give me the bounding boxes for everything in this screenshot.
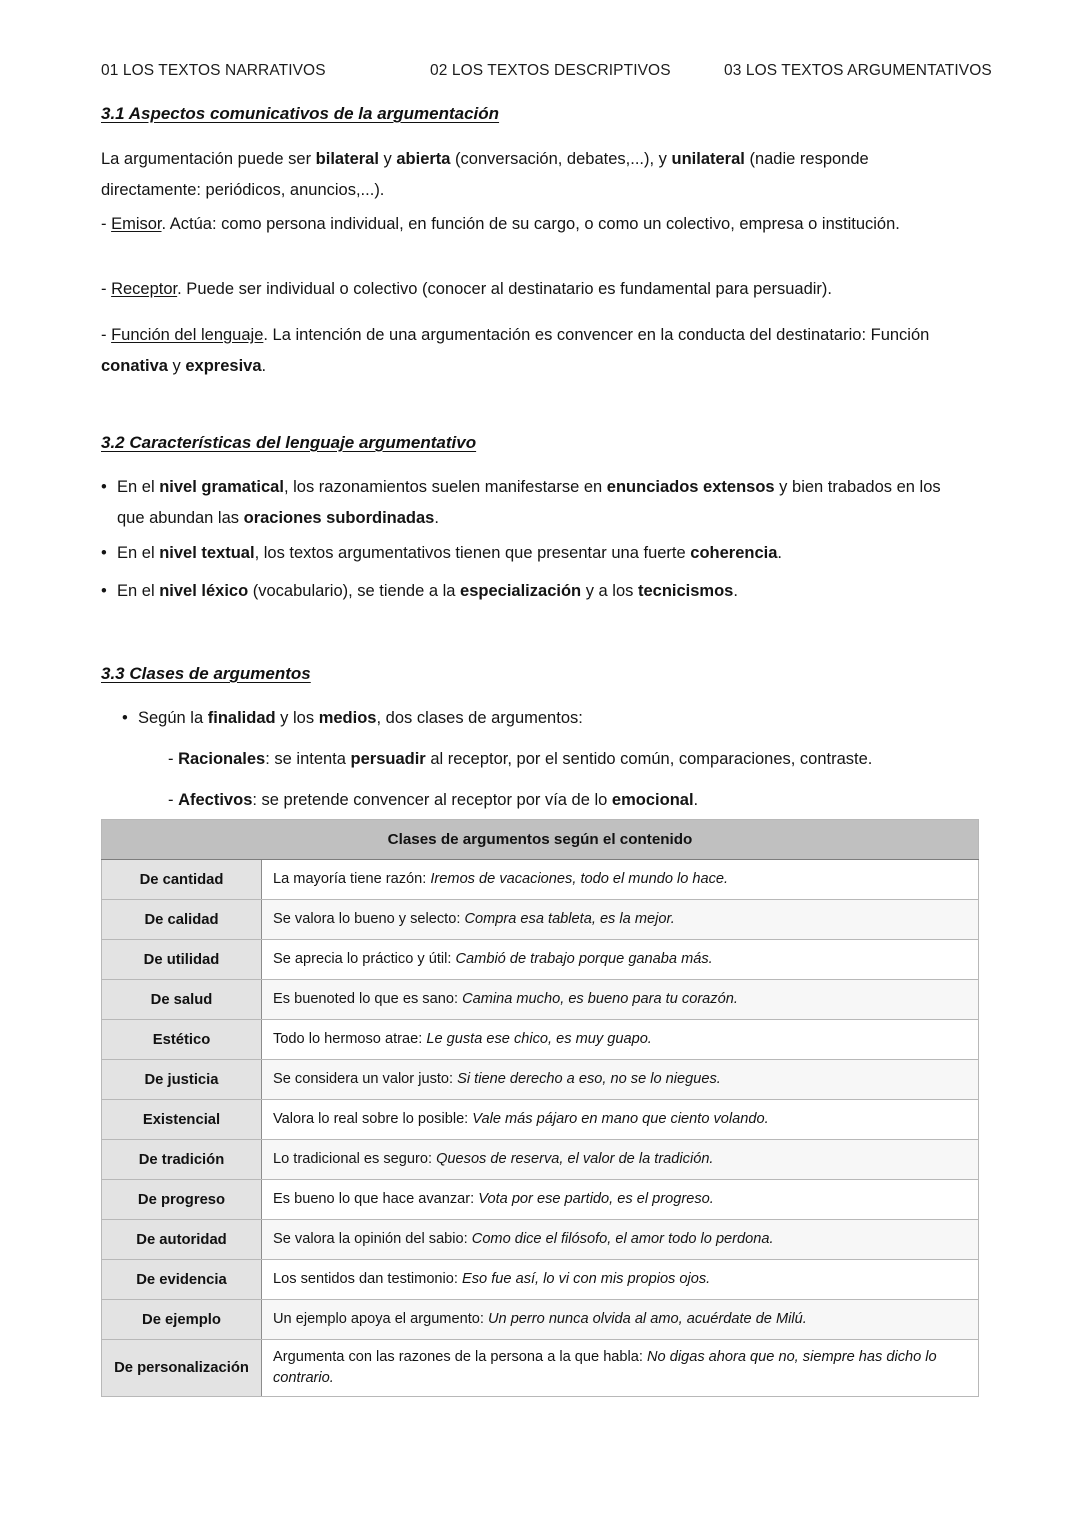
keyword-emocional: emocional xyxy=(611,791,694,809)
text-run: (vocabulario), se tiende a la xyxy=(248,582,461,600)
description-plain: Lo tradicional es seguro: xyxy=(273,1151,437,1167)
text-run: y los xyxy=(275,709,319,727)
keyword-coherencia: coherencia xyxy=(690,544,778,562)
term-funcion-del-lenguaje: Función del lenguaje xyxy=(111,326,264,344)
description-example: Vota por ese partido, es el progreso. xyxy=(478,1191,714,1207)
description-example: Eso fue así, lo vi con mis propios ojos. xyxy=(462,1271,711,1287)
subitem-afectivos xyxy=(168,785,698,816)
table-row xyxy=(102,1140,979,1180)
paragraph-funcion-lenguaje xyxy=(101,320,967,382)
description-plain: Argumenta con las razones de la persona a la que habla: xyxy=(273,1349,648,1365)
table-row xyxy=(102,860,979,900)
text-run: La argumentación puede ser xyxy=(101,150,316,168)
table-row xyxy=(102,900,979,940)
keyword-bilateral: bilateral xyxy=(315,150,379,168)
argument-type-cell: De ejemplo xyxy=(102,1300,262,1340)
paragraph-emisor xyxy=(101,209,959,240)
argument-description-cell xyxy=(262,1060,979,1100)
table-row xyxy=(102,1260,979,1300)
argument-description-cell xyxy=(262,1100,979,1140)
table-row xyxy=(102,1300,979,1340)
text-run: . xyxy=(434,509,439,527)
description-plain: Se considera un valor justo: xyxy=(273,1071,458,1087)
table-row xyxy=(102,1220,979,1260)
section-heading-3-3: 3.3 Clases de argumentos xyxy=(101,664,311,683)
argument-type-cell: De salud xyxy=(102,980,262,1020)
keyword-oraciones-subordinadas: oraciones subordinadas xyxy=(243,509,435,527)
argument-description-cell xyxy=(262,980,979,1020)
paragraph-3-1-intro xyxy=(101,144,959,206)
table-row xyxy=(102,980,979,1020)
table-row xyxy=(102,1180,979,1220)
paragraph-receptor xyxy=(101,274,959,305)
description-example: Camina mucho, es bueno para tu corazón. xyxy=(462,991,738,1007)
text-run: En el xyxy=(117,544,160,562)
description-example: Si tiene derecho a eso, no se lo niegues. xyxy=(457,1071,721,1087)
text-run: (nadie responde directamente: periódicos, anuncios,...). xyxy=(101,150,869,199)
keyword-expresiva: expresiva xyxy=(185,357,262,375)
text-run: y a los xyxy=(581,582,638,600)
argument-description-cell xyxy=(262,940,979,980)
keyword-finalidad: finalidad xyxy=(207,709,276,727)
argument-description-cell xyxy=(262,860,979,900)
keyword-conativa: conativa xyxy=(101,357,168,375)
dash-marker: - xyxy=(168,750,179,768)
description-plain: Se aprecia lo práctico y útil: xyxy=(273,951,456,967)
text-run: : se intenta xyxy=(265,750,351,768)
dash-marker: - xyxy=(101,215,112,233)
bullet-glyph: • xyxy=(101,544,107,562)
argument-description-cell xyxy=(262,1140,979,1180)
argument-description-cell xyxy=(262,1300,979,1340)
header-item-01: 01 LOS TEXTOS NARRATIVOS xyxy=(101,62,326,79)
keyword-medios: medios xyxy=(318,709,377,727)
text-run: (conversación, debates,...), y xyxy=(450,150,672,168)
description-example: Iremos de vacaciones, todo el mundo lo hace. xyxy=(430,871,729,887)
keyword-nivel-textual: nivel textual xyxy=(159,544,255,562)
description-example: Cambió de trabajo porque ganaba más. xyxy=(455,951,713,967)
description-example: Un perro nunca olvida al amo, acuérdate de Milú. xyxy=(487,1311,807,1327)
keyword-racionales: Racionales xyxy=(178,750,266,768)
table-header-row xyxy=(102,820,979,860)
description-plain: Valora lo real sobre lo posible: xyxy=(273,1111,473,1127)
term-emisor: Emisor xyxy=(111,215,162,233)
text-run: . La intención de una argumentación es convencer en la conducta del destinatario: Función xyxy=(263,326,930,344)
term-receptor: Receptor xyxy=(111,280,178,298)
description-plain: Los sentidos dan testimonio: xyxy=(273,1271,463,1287)
keyword-nivel-gramatical: nivel gramatical xyxy=(159,478,284,496)
description-example: Quesos de reserva, el valor de la tradición. xyxy=(436,1151,714,1167)
table-row xyxy=(102,1060,979,1100)
table-row xyxy=(102,1100,979,1140)
keyword-persuadir: persuadir xyxy=(350,750,426,768)
argument-description-cell xyxy=(262,1260,979,1300)
bullet-text xyxy=(117,538,963,569)
description-plain: Se valora lo bueno y selecto: xyxy=(273,911,465,927)
text-run: , los textos argumentativos tienen que presentar una fuerte xyxy=(254,544,691,562)
bullet-text xyxy=(117,472,963,534)
table-title: Clases de argumentos según el contenido xyxy=(102,820,979,860)
description-example: Como dice el filósofo, el amor todo lo perdona. xyxy=(471,1231,774,1247)
bullet-text xyxy=(138,703,962,734)
text-run: , los razonamientos suelen manifestarse en xyxy=(283,478,607,496)
text-run: Según la xyxy=(138,709,208,727)
argument-type-cell: Estético xyxy=(102,1020,262,1060)
bullet-glyph: • xyxy=(101,478,107,496)
section-heading-3-1: 3.1 Aspectos comunicativos de la argumentación xyxy=(101,104,500,123)
keyword-enunciados-extensos: enunciados extensos xyxy=(606,478,775,496)
keyword-nivel-lexico: nivel léxico xyxy=(159,582,249,600)
bullet-glyph: • xyxy=(101,582,107,600)
keyword-unilateral: unilateral xyxy=(671,150,745,168)
argument-type-cell: De autoridad xyxy=(102,1220,262,1260)
argument-type-cell: De evidencia xyxy=(102,1260,262,1300)
description-plain: Es buenoted lo que es sano: xyxy=(273,991,463,1007)
argument-description-cell xyxy=(262,1220,979,1260)
text-run: al receptor, por el sentido común, comparaciones, contraste. xyxy=(425,750,873,768)
keyword-abierta: abierta xyxy=(396,150,451,168)
bullet-text xyxy=(117,576,963,607)
header-item-03: 03 LOS TEXTOS ARGUMENTATIVOS xyxy=(724,62,992,79)
description-example: Compra esa tableta, es la mejor. xyxy=(464,911,675,927)
text-run: . Puede ser individual o colectivo (conocer al destinatario es fundamental para persuadir). xyxy=(177,280,833,298)
argument-description-cell xyxy=(262,900,979,940)
description-plain: Todo lo hermoso atrae: xyxy=(273,1031,427,1047)
argument-type-cell: De calidad xyxy=(102,900,262,940)
text-run: En el xyxy=(117,478,160,496)
description-plain: Es bueno lo que hace avanzar: xyxy=(273,1191,479,1207)
text-run: . xyxy=(693,791,699,809)
description-example: Le gusta ese chico, es muy guapo. xyxy=(426,1031,652,1047)
table-row xyxy=(102,1020,979,1060)
text-run: En el xyxy=(117,582,160,600)
text-run: : se pretende convencer al receptor por vía de lo xyxy=(252,791,612,809)
argument-description-cell xyxy=(262,1180,979,1220)
argument-type-cell: De justicia xyxy=(102,1060,262,1100)
text-run: y xyxy=(378,150,397,168)
description-example: No digas ahora que no, siempre has dicho lo contrario. xyxy=(273,1349,937,1386)
description-example: Vale más pájaro en mano que ciento volando. xyxy=(472,1111,769,1127)
argument-type-cell: De utilidad xyxy=(102,940,262,980)
header-item-02: 02 LOS TEXTOS DESCRIPTIVOS xyxy=(430,62,671,79)
bullet-nivel-lexico xyxy=(101,576,963,607)
argument-type-cell: De personalización xyxy=(102,1340,262,1397)
clases-de-argumentos-table xyxy=(101,819,979,1397)
dash-marker: - xyxy=(101,280,112,298)
section-heading-3-2: 3.2 Características del lenguaje argumentativo xyxy=(101,433,477,452)
keyword-tecnicismos: tecnicismos xyxy=(637,582,734,600)
subitem-racionales xyxy=(168,744,872,775)
running-header xyxy=(101,62,992,84)
argument-type-cell: De progreso xyxy=(102,1180,262,1220)
description-plain: La mayoría tiene razón: xyxy=(273,871,431,887)
text-run: . xyxy=(777,544,782,562)
table-row xyxy=(102,940,979,980)
argument-type-cell: Existencial xyxy=(102,1100,262,1140)
description-plain: Se valora la opinión del sabio: xyxy=(273,1231,472,1247)
argument-description-cell xyxy=(262,1340,979,1397)
bullet-nivel-textual xyxy=(101,538,963,569)
table-body xyxy=(102,860,979,1397)
argument-type-cell: De tradición xyxy=(102,1140,262,1180)
keyword-afectivos: Afectivos xyxy=(178,791,253,809)
keyword-especializacion: especialización xyxy=(460,582,582,600)
argument-type-cell: De cantidad xyxy=(102,860,262,900)
table-row xyxy=(102,1340,979,1397)
argument-description-cell xyxy=(262,1020,979,1060)
dash-marker: - xyxy=(168,791,179,809)
description-plain: Un ejemplo apoya el argumento: xyxy=(273,1311,488,1327)
text-run: . Actúa: como persona individual, en función de su cargo, o como un colectivo, empresa o institución. xyxy=(161,215,900,233)
text-run: . xyxy=(261,357,267,375)
bullet-nivel-gramatical xyxy=(101,472,963,534)
bullet-glyph: • xyxy=(122,709,128,727)
dash-marker: - xyxy=(101,326,112,344)
text-run: y bien trabados en los que abundan las xyxy=(117,478,941,527)
bullet-segun-finalidad xyxy=(122,703,962,734)
text-run: y xyxy=(167,357,186,375)
text-run: . xyxy=(733,582,738,600)
text-run: , dos clases de argumentos: xyxy=(376,709,583,727)
